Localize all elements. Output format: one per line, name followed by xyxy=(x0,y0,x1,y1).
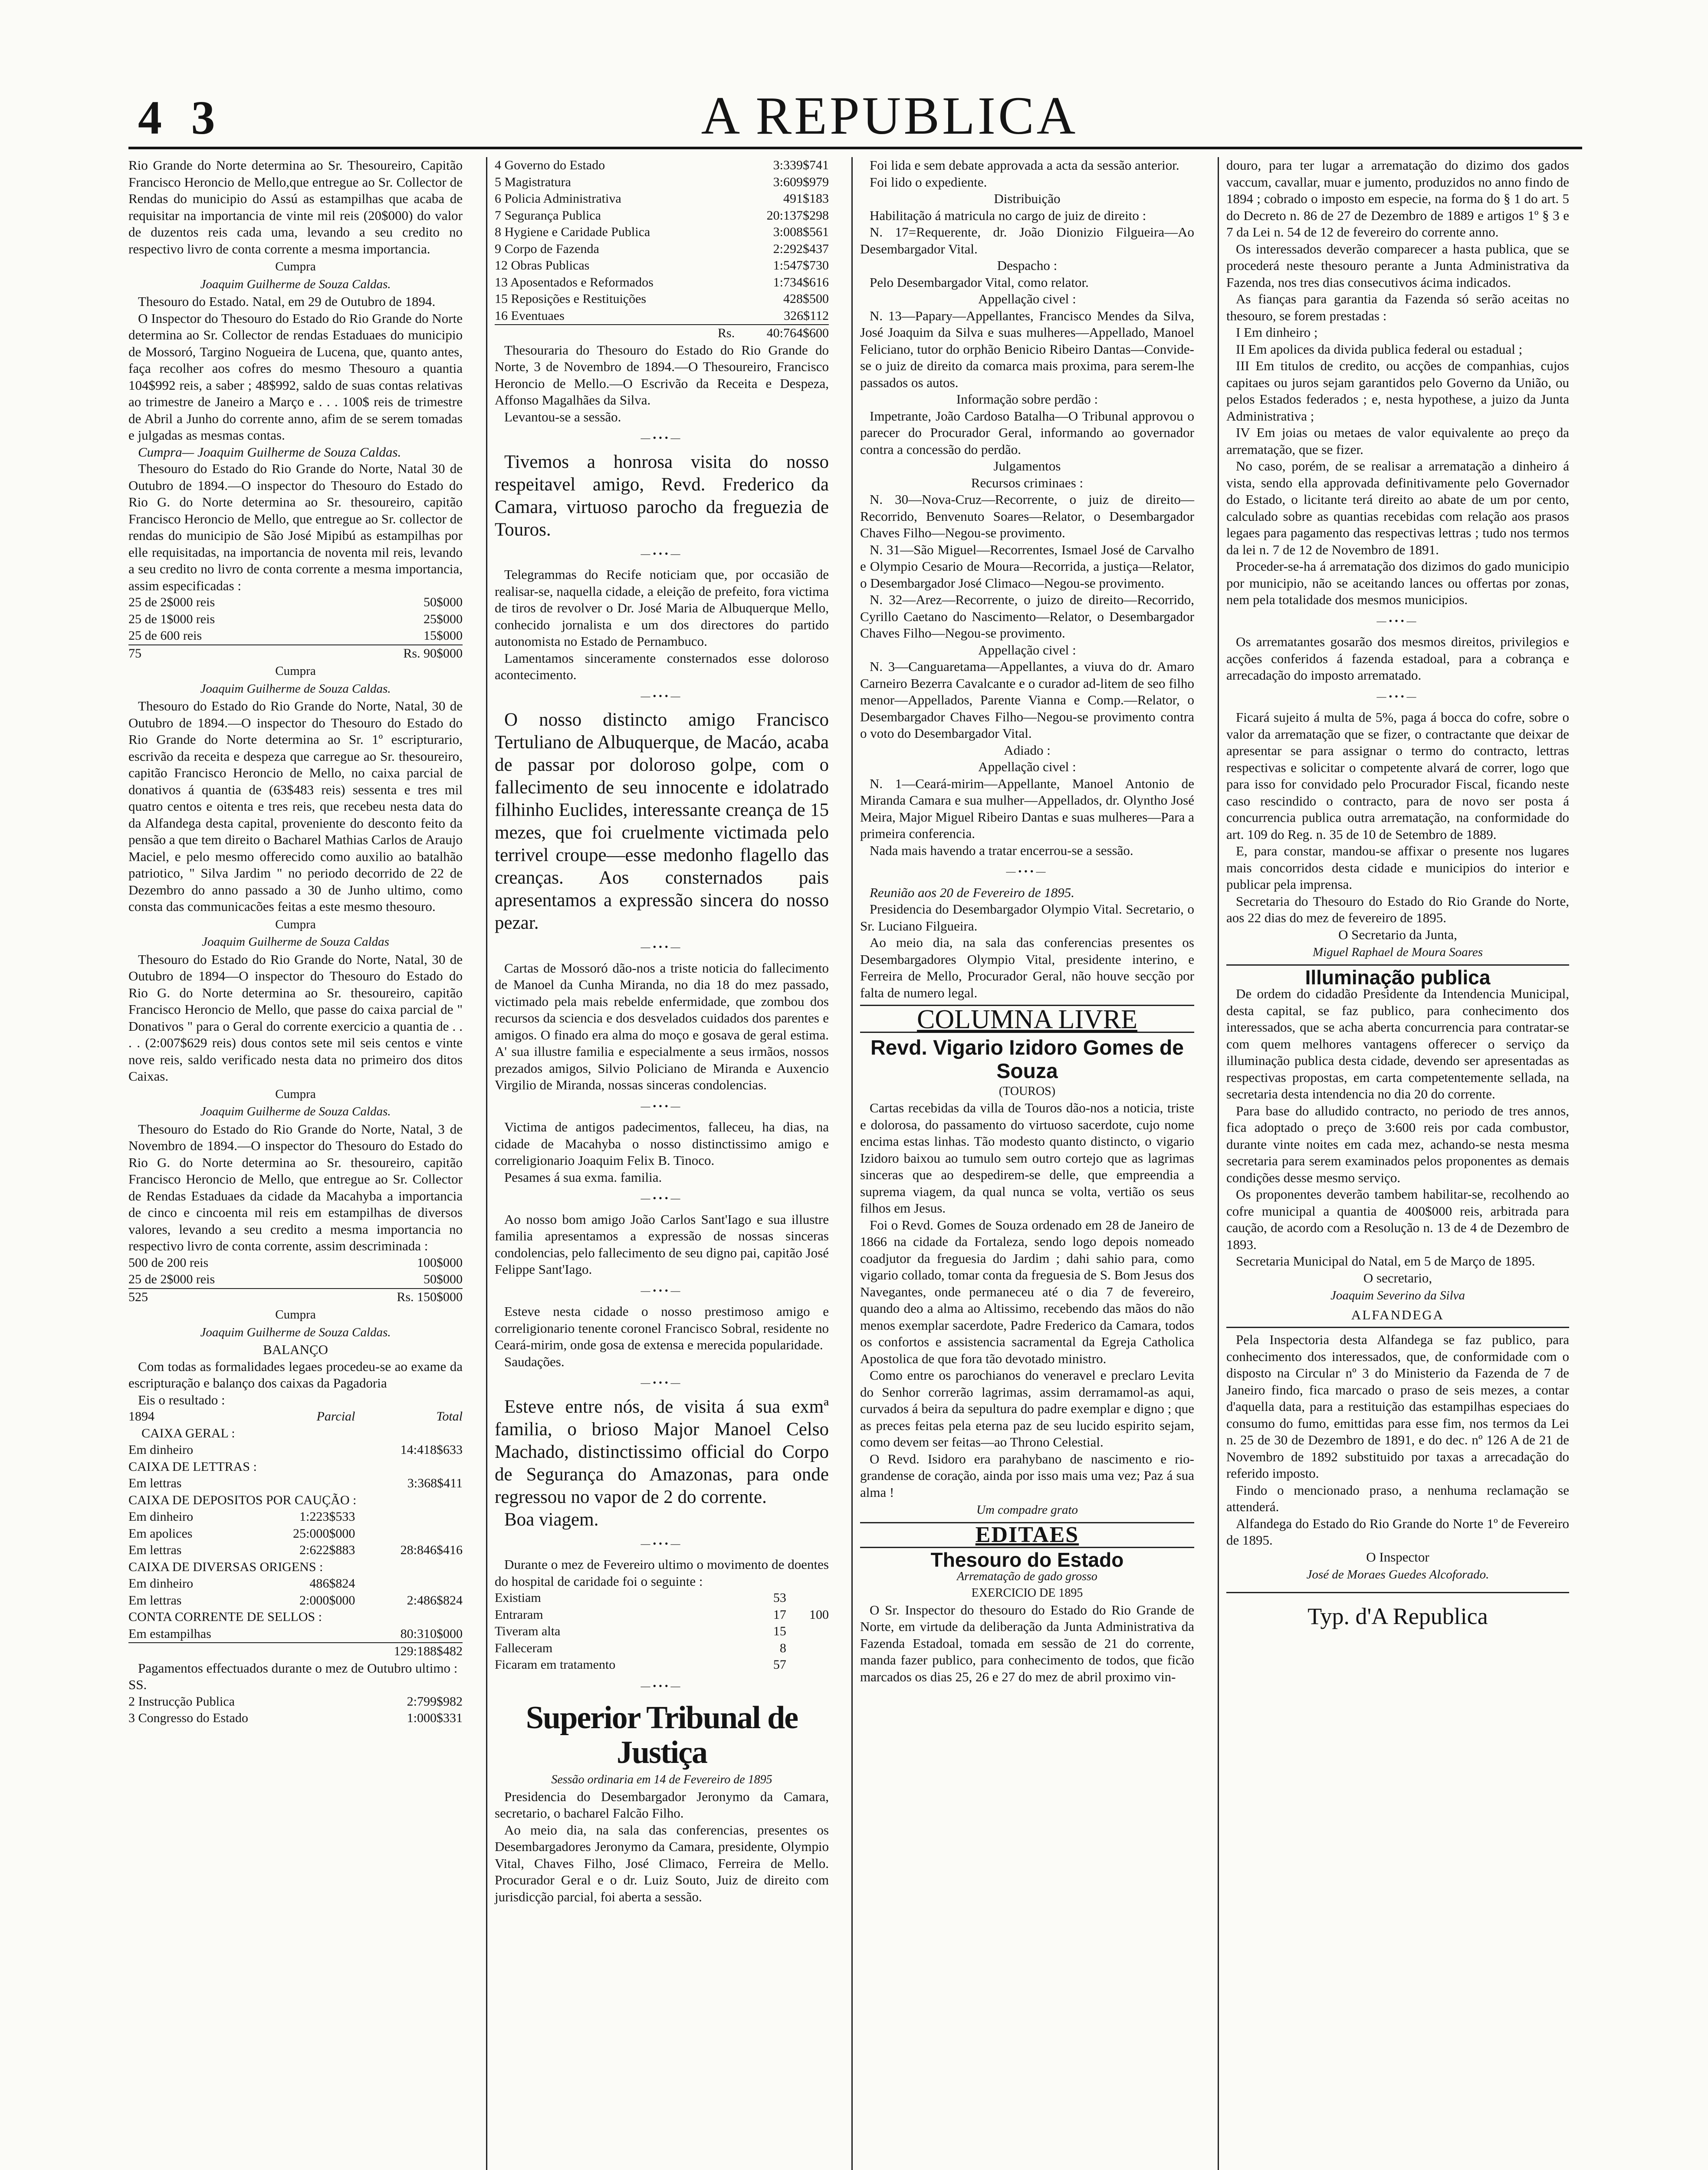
row-total xyxy=(355,1526,463,1542)
article-text: Habilitação á matricula no cargo de juiz de direito : xyxy=(870,207,1146,223)
cumpra: Cumpra xyxy=(275,664,316,678)
table-row xyxy=(128,1575,463,1592)
table-row xyxy=(495,191,829,207)
row-label: 15 Reposições e Restituições xyxy=(495,292,647,306)
article-title: ALFANDEGA xyxy=(1351,1307,1445,1322)
row-label: Em dinheiro xyxy=(128,1509,194,1524)
table-row xyxy=(128,628,463,645)
row-label: Em dinheiro xyxy=(128,1443,194,1457)
article-text: Thesouro do Estado. Natal, em 29 de Outubro de 1894. xyxy=(138,294,436,309)
row-value: 2:292$437 xyxy=(773,241,829,256)
signature: Joaquim Guilherme de Souza Caldas. xyxy=(200,1325,391,1339)
column-divider xyxy=(486,157,487,2170)
table-row xyxy=(495,224,829,241)
table-row xyxy=(495,257,829,274)
payments-table xyxy=(495,157,829,342)
article-text: N. 30—Nova-Cruz—Recorrente, o juiz de direito—Recorrido, Benvenuto Soares—Relator, o Desembargador Chaves Filho—Negou-se provimento. xyxy=(860,492,1194,540)
table-header xyxy=(128,1408,463,1425)
article-text: O nosso distincto amigo Francisco Tertuliano de Albuquerque, de Macáo, acaba de passar por doloroso golpe, com o fallecimento de seu innocente e idolatrado filhinho Euclides, interessante creança de 15 mezes, que foi cruelmente victimada pelo terrivel croupe—esse medonho flagello das creanças. Aos consternados pais apresentamos a expressão sincera do nosso pezar. xyxy=(495,710,829,933)
article-text: No caso, porém, de se realisar a arrematação a dinheiro á vista, sendo ella approvada definitivamente pelo Governador do Estado, o licitante terá direito ao abate de um por cento, calculado sobre as quantias recebidas com relação aos prasos legaes para pagamento das respectivas lettras ; tudo nos termos da lei n. 7 de 12 de Novembro de 1891. xyxy=(1226,458,1569,557)
row-total xyxy=(355,1509,463,1526)
grand-total-row xyxy=(128,1643,463,1660)
total-value: 90$000 xyxy=(424,646,463,661)
cumpra: Cumpra xyxy=(275,1308,316,1322)
row-value: 20:137$298 xyxy=(766,208,829,223)
table-total-row xyxy=(128,645,463,662)
table-total-row xyxy=(128,1289,463,1306)
total-count: 525 xyxy=(128,1289,148,1304)
row-label: Entraram xyxy=(495,1607,543,1622)
section-rule xyxy=(1226,964,1569,966)
total-value: 40:764$600 xyxy=(766,326,829,340)
table-row xyxy=(128,1442,463,1459)
article-text: Foi o Revd. Gomes de Souza ordenado em 28 de Janeiro de 1866 na cidade da Fortaleza, sendo logo depois nomeado coadjutor da freguesia do Jardim ; dahi sahio para, como vigario collado, tomar conta da freguesia de S. Bom Jesus dos Navegantes, onde permaneceu até o dia 7 de fevereiro, quando deo a alma ao Altissimo, recebendo das mãos do não menos exemplar sacerdote, Padre Frederico da Camara, todos os confortos e assistencia sacramental da Egreja Catholica Apostolica de que fora tão devotado ministro. xyxy=(860,1217,1194,1366)
row-label: 500 de 200 reis xyxy=(128,1255,209,1270)
ornament-divider: —•••— xyxy=(1376,690,1419,702)
section-heading: CAIXA DE LETTRAS : xyxy=(128,1459,257,1474)
row-total: 3:368$411 xyxy=(407,1476,463,1490)
masthead-rule xyxy=(128,147,1582,149)
payments-table xyxy=(128,1693,463,1727)
balanco-title: BALANÇO xyxy=(263,1342,328,1357)
article-text: Boa viagem. xyxy=(504,1509,599,1530)
section-heading: CAIXA DE DEPOSITOS POR CAUÇÃO : xyxy=(128,1493,357,1507)
cumpra: Cumpra xyxy=(275,917,316,931)
signature: Um compadre grato xyxy=(976,1503,1078,1517)
subheading: Appellação civel : xyxy=(978,291,1076,306)
subheading: Distribuição xyxy=(994,191,1061,206)
row-value: 100$000 xyxy=(417,1255,463,1270)
column-3 xyxy=(860,157,1194,1685)
table-row xyxy=(128,1592,463,1609)
ornament-divider: —•••— xyxy=(1376,615,1419,626)
signature: Joaquim Guilherme de Souza Caldas. xyxy=(200,277,391,291)
cumpra: Cumpra xyxy=(275,1087,316,1101)
table-row xyxy=(128,611,463,628)
article-text: O Revd. Isidoro era parahybano de nascimento e rio-grandense de coração, ainda por isso mais uma vez; Paz á sua alma ! xyxy=(860,1451,1194,1500)
row-label: 25 de 1$000 reis xyxy=(128,612,215,626)
subheading: Appellação civel : xyxy=(978,759,1076,774)
row-label: 5 Magistratura xyxy=(495,174,571,189)
row-value: 17 xyxy=(773,1607,786,1622)
row-value: 326$112 xyxy=(784,308,829,323)
row-label: 16 Eventuaes xyxy=(495,308,565,323)
ornament-divider: —•••— xyxy=(640,1377,683,1388)
article-text: Levantou-se a sessão. xyxy=(504,409,621,424)
subheading: Recursos criminaes : xyxy=(971,475,1084,490)
article-text: Thesouro do Estado do Rio Grande do Norte, Natal, 30 de Outubro de 1894—O inspector do Thesouro do Estado do Rio G. do Norte determina ao Sr. thesoureiro, capitão Francisco Heroncio de Mello, que passe do caixa parcial de " Donativos " para o Geral do corrente exercicio a quantia de . . . . (2:007$629 reis) dous contos sete mil seis centos e vinte nove reis, saldo verificado nesta data no primeiro dos ditos Caixas. xyxy=(128,951,463,1084)
article-text: Nada mais havendo a tratar encerrou-se a sessão. xyxy=(870,842,1133,858)
subheading: Adiado : xyxy=(1004,742,1051,758)
article-text: Os interessados deverão comparecer a hasta publica, que se procederá neste thesouro perante a Junta Administrativa da Fazenda, nos tres dias consecutivos ácima indicados. xyxy=(1226,241,1569,290)
row-value: 1:000$331 xyxy=(407,1711,463,1725)
row-label: Em apolices xyxy=(128,1526,193,1541)
table-row xyxy=(495,308,829,325)
table-row xyxy=(495,1623,829,1640)
table-total-row xyxy=(495,325,829,342)
article-subtitle: Arrematação de gado grosso xyxy=(957,1569,1097,1583)
article-title: Thesouro do Estado xyxy=(930,1549,1124,1571)
article-text: Thesouro do Estado do Rio Grande do Norte, Natal 30 de Outubro de 1894.—O inspector do Thesouro do Estado do Rio G. do Norte determina ao Sr. thesoureiro, capitão Francisco Heroncio de Mello, que entregue ao Sr. collector de rendas do municipio de São José Mipibú as estampilhas por elle requisitadas, na importancia de noventa mil reis, levando a seu credito no livro de conta corrente a mesma importancia, assim especificadas : xyxy=(128,461,463,593)
signature: José de Moraes Guedes Alcoforado. xyxy=(1306,1568,1489,1581)
article-text: Cartas recebidas da villa de Touros dão-nos a noticia, triste e dolorosa, do passamento do virtuoso sacerdote, cujo nome encima estas linhas. Tão modesto quanto distincto, o vigario Izidoro baixou ao tumulo sem outro cortejo que as lagrimas sinceras que ao despedirem-se delle, que empreendia a suprema viagem, da qual nunca se volta, vertião os seus filhos em Jesus. xyxy=(860,1100,1194,1216)
ornament-divider: —•••— xyxy=(640,1538,683,1549)
printer-imprint: Typ. d'A Republica xyxy=(1307,1603,1488,1629)
section-subtitle: Sessão ordinaria em 14 de Fevereiro de 1895 xyxy=(551,1773,772,1786)
table-row xyxy=(128,1542,463,1559)
article-text: Saudações. xyxy=(504,1354,565,1369)
signature: Joaquim Guilherme de Souza Caldas. xyxy=(200,1105,391,1118)
row-label: 8 Hygiene e Caridade Publica xyxy=(495,225,650,239)
section-title: Superior Tribunal de Justiça xyxy=(526,1700,798,1770)
article-text: Telegrammas do Recife noticiam que, por occasião de realisar-se, naquella cidade, a eleição de prefeito, fora victima de tiros de revolver o Dr. José Maria de Albuquerque Mello, conhecido jornalista e um dos directores do partido autonomista no Estado de Pernambuco. xyxy=(495,567,829,649)
signature: Joaquim Severino da Silva xyxy=(1330,1289,1465,1302)
article-text: N. 3—Canguaretama—Appellantes, a viuva do dr. Amaro Carneiro Bezerra Cavalcante e o curador ad-litem de seo filho menor—Appellados, Parente Vianna e Comp.—Relator, o Desembargador Chaves Filho—Negou-se provimento contra o voto do Desembargador Vital. xyxy=(860,659,1194,741)
article-text: Presidencia do Desembargador Olympio Vital. Secretario, o Sr. Luciano Filgueira. xyxy=(860,901,1194,934)
row-label: Em estampilhas xyxy=(128,1626,211,1641)
article-text: Pesames á sua exma. familia. xyxy=(504,1169,662,1185)
table-row xyxy=(128,1710,463,1727)
section-title: COLUMNA LIVRE xyxy=(916,1005,1138,1034)
article-text: Impetrante, João Cardoso Batalha—O Tribunal approvou o parecer do Procurador Geral, informando ao governador contra a concessão do perdão. xyxy=(860,408,1194,457)
grand-total: 129:188$482 xyxy=(394,1644,463,1658)
table-row xyxy=(495,1607,829,1624)
currency: Rs. xyxy=(397,1289,414,1304)
balance-table xyxy=(128,1408,463,1660)
article-text: Lamentamos sinceramente consternados esse doloroso acontecimento. xyxy=(495,650,829,682)
article-text: Thesouraria do Thesouro do Estado do Rio Grande do Norte, 3 de Novembro de 1894.—O Thesoureiro, Francisco Heroncio de Mello.—O Escrivão da Receita e Despeza, Affonso Magalhães da Silva. xyxy=(495,342,829,408)
article-text: II Em apolices da divida publica federal ou estadual ; xyxy=(1236,341,1523,357)
ornament-divider: —•••— xyxy=(640,1193,683,1203)
row-value: 57 xyxy=(773,1657,786,1672)
currency: Rs. xyxy=(403,646,420,661)
section-heading: CAIXA DE DIVERSAS ORIGENS : xyxy=(128,1559,323,1574)
article-text: I Em dinheiro ; xyxy=(1236,325,1318,340)
ornament-divider: —•••— xyxy=(640,1100,683,1111)
row-label: 13 Aposentados e Reformados xyxy=(495,275,654,289)
table-row xyxy=(495,157,829,174)
row-label: 25 de 2$000 reis xyxy=(128,1272,215,1286)
section-rule xyxy=(1226,1327,1569,1328)
article-text: Pela Inspectoria desta Alfandega se faz publico, para conhecimento dos interessados, que, de conformidade com o disposto na Circular nº 3 do Ministerio da Fazenda de 7 de Janeiro findo, fica marcado o praso de seis mezes, a contar d'aquella data, para a restituição das estampilhas especiaes do consumo do fumo, emittidas para esse fim, nos termos da Lei n. 25 de 30 de Dezembro de 1891, e do dec. nº 126 A de 21 de Novembro de 1892 substituido por taxas a arrecadação do referido imposto. xyxy=(1226,1332,1569,1481)
row-label: 4 Governo do Estado xyxy=(495,158,605,172)
article-text: Esteve nesta cidade o nosso prestimoso amigo e correligionario tenente coronel Francisco Sobral, residente no Ceará-mirim, onde gosa de extensa e merecida popularidade. xyxy=(495,1304,829,1352)
signature: Cumpra— Joaquim Guilherme de Souza Caldas. xyxy=(138,444,401,460)
subheading: Informação sobre perdão : xyxy=(956,391,1098,407)
article-text: Cartas de Mossoró dão-nos a triste noticia do fallecimento de Manoel da Cunha Miranda, no dia 18 do mez passado, victimado pela mais rebelde enfermidade, que zombou dos recursos da sciencia e dos desvelados cuidados dos parentes e amigos. O finado era alma do moço e gosava de geral estima. A' sua illustre familia e especialmente a seus irmãos, nossos prezados amigos, Silvio Policiano de Miranda e Auxencio Virgilio de Miranda, nossas sinceras condolencias. xyxy=(495,960,829,1092)
article-text: Como entre os parochianos do veneravel e preclaro Levita do Senhor correrão lagrimas, assim derramamol-as aqui, curvados á beira da sepultura do padre exemplar e digno ; que as preces feitas pela eterna paz de seu lucido espirito sejam, como devem ser feitas—ao Throno Celestial. xyxy=(860,1368,1194,1450)
article-text: N. 1—Ceará-mirim—Appellante, Manoel Antonio de Miranda Camara e sua mulher—Appellados, dr. Olyntho José Meira, Major Miguel Ribeiro Dantas e suas mulheres—Para a primeira conferencia. xyxy=(860,776,1194,841)
article-text: Ao meio dia, na sala das conferencias, presentes os Desembargadores Jeronymo da Camara, presidente, Olympio Vital, Chaves Filho, José Climaco, Ferreira de Mello. Procurador Geral e o dr. Luiz Souto, Juiz de direito com jurisdicção parcial, foi aberta a sessão. xyxy=(495,1822,829,1904)
ornament-divider: —•••— xyxy=(640,548,683,559)
article-text: Com todas as formalidades legaes procedeu-se ao exame da escripturação e balanço dos caixas da Pagadoria xyxy=(128,1358,463,1391)
stamp-table xyxy=(128,1255,463,1306)
table-row xyxy=(128,1626,463,1643)
article-title: Revd. Vigario Izidoro Gomes de Souza xyxy=(870,1036,1184,1083)
table-row xyxy=(495,207,829,224)
row-value: 8 xyxy=(779,1641,786,1655)
ss-label: SS. xyxy=(128,1677,147,1692)
article-subtitle: EXERCICIO DE 1895 xyxy=(971,1586,1083,1600)
stamp-table xyxy=(128,594,463,662)
row-label: 25 de 2$000 reis xyxy=(128,595,215,609)
article-text: Tivemos a honrosa visita do nosso respeitavel amigo, Revd. Frederico da Camara, virtuoso parocho da freguezia de Touros. xyxy=(495,451,829,540)
table-row xyxy=(495,1640,829,1657)
article-text: IV Em joias ou metaes de valor equivalente ao preço da arrematação, que se fizer. xyxy=(1226,425,1569,457)
article-text: Ao nosso bom amigo João Carlos Sant'Iago e sua illustre familia apresentamos a expressão de nossas sinceras condolencias, pelo fallecimento de seu digno pai, capitão José Felippe Sant'Iago. xyxy=(495,1211,829,1277)
article-text: E, para constar, mandou-se affixar o presente nos lugares mais concorridos desta cidade e municipios do interior e publicar pela imprensa. xyxy=(1226,843,1569,892)
row-total: 2:486$824 xyxy=(407,1593,463,1608)
row-label: 7 Segurança Publica xyxy=(495,208,601,223)
ornament-divider: —•••— xyxy=(640,1680,683,1691)
article-text: De ordem do cidadão Presidente da Intendencia Municipal, desta capital, se faz publico, para conhecimento dos interessados, que se acha aberta concurrencia para contratar-se com quem melhores vantagens offerecer o serviço da illuminação publica desta cidade, devendo ser apresentadas as respectivas propostas, em carta competentemente sellada, na secretaria desta intendencia no dia 20 do corrente. xyxy=(1226,986,1569,1101)
table-row xyxy=(495,1590,829,1607)
article-text: douro, para ter lugar a arrematação do dizimo dos gados vaccum, cavallar, muar e jumento, produzidos no anno findo de 1894 ; cobrado o imposto em especie, na forma do § 1 do art. 5 do Decreto n. 86 de 27 de Dezembro de 1889 e artigos 1º § 3 e 7 da Lei n. 54 de 12 de fevereiro do corrente anno. xyxy=(1226,158,1569,240)
row-label: 9 Corpo de Fazenda xyxy=(495,241,599,256)
total-count: 75 xyxy=(128,646,141,661)
ornament-divider: —•••— xyxy=(1006,866,1048,877)
row-label: 2 Instrucção Publica xyxy=(128,1694,235,1709)
article-text: Findo o mencionado praso, a nenhuma reclamação se attenderá. xyxy=(1226,1482,1569,1514)
closing-line: O Secretario da Junta, xyxy=(1338,927,1457,942)
row-parcial: 1:223$533 xyxy=(299,1509,355,1524)
article-text: Foi lido o expediente. xyxy=(870,174,987,190)
newspaper-title: A REPUBLICA xyxy=(701,86,1078,145)
row-parcial: 2:000$000 xyxy=(299,1593,355,1608)
row-parcial: 2:622$883 xyxy=(299,1543,355,1557)
signature: Joaquim Guilherme de Souza Caldas. xyxy=(200,681,391,696)
article-text: Victima de antigos padecimentos, falleceu, ha dias, na cidade de Macahyba o nosso distinctissimo amigo e correligionario Joaquim Felix B. Tinoco. xyxy=(495,1119,829,1168)
table-row xyxy=(128,1255,463,1272)
row-label: Falleceram xyxy=(495,1641,553,1655)
column-2 xyxy=(495,157,829,1905)
table-row xyxy=(128,1271,463,1289)
section-heading: CONTA CORRENTE DE SELLOS : xyxy=(128,1610,322,1624)
article-text: Foi lida e sem debate approvada a acta da sessão anterior. xyxy=(870,158,1179,173)
table-row xyxy=(495,274,829,291)
row-label: Em lettras xyxy=(128,1543,182,1557)
table-row xyxy=(495,241,829,258)
row-value: 15 xyxy=(773,1624,786,1638)
article-text: Durante o mez de Fevereiro ultimo o movimento de doentes do hospital de caridade foi o seguinte : xyxy=(495,1557,829,1589)
column-1 xyxy=(128,157,463,1727)
signature: Miguel Raphael de Moura Soares xyxy=(1313,945,1483,959)
subheading: Despacho : xyxy=(997,258,1058,273)
article-place: (TOUROS) xyxy=(999,1084,1056,1098)
row-label: Em lettras xyxy=(128,1593,182,1608)
col-parcial: Parcial xyxy=(316,1409,355,1424)
article-text: N. 31—São Miguel—Recorrentes, Ismael José de Carvalho e Olympio Cesario de Moura—Recorrida, a justiça—Relator, o Desembargador José Climaco—Negou-se provimento. xyxy=(860,542,1194,591)
table-row xyxy=(128,1693,463,1710)
row-label: 12 Obras Publicas xyxy=(495,258,590,273)
row-value: 3:609$979 xyxy=(773,174,829,189)
section-heading: CAIXA GERAL : xyxy=(141,1426,235,1440)
article-title: Illuminação publica xyxy=(1305,966,1491,989)
row-value: 53 xyxy=(773,1591,786,1605)
col-total: Total xyxy=(436,1409,463,1424)
table-row xyxy=(495,1657,829,1674)
article-text: Os proponentes deverão tambem habilitar-se, recolhendo ao cofre municipal a quantia de 400$000 reis, arbitrada para caução, de acordo com a Resolução n. 13 de 4 de Dezembro de 1893. xyxy=(1226,1187,1569,1252)
row-value: 3:008$561 xyxy=(773,225,829,239)
row-value: 15$000 xyxy=(424,628,463,643)
table-row xyxy=(128,1526,463,1542)
column-divider xyxy=(1218,157,1219,2170)
row-value: 50$000 xyxy=(424,595,463,609)
article-text: As fianças para garantia da Fazenda só serão aceitas no thesouro, se forem prestadas : xyxy=(1226,291,1569,323)
article-text: Secretaria Municipal do Natal, em 5 de Março de 1895. xyxy=(1236,1253,1535,1269)
row-value: 2:799$982 xyxy=(407,1694,463,1709)
row-label: Em dinheiro xyxy=(128,1576,194,1591)
column-4 xyxy=(1226,157,1569,1629)
article-text: Esteve entre nós, de visita á sua exmª familia, o brioso Major Manoel Celso Machado, distinctissimo official do Corpo de Segurança do Amazonas, para onde regressou no vapor de 2 do corrente. xyxy=(495,1396,829,1507)
article-text: Reunião aos 20 de Fevereiro de 1895. xyxy=(870,884,1075,900)
side-total: 100 xyxy=(809,1607,829,1622)
column-divider xyxy=(851,157,853,2170)
row-total xyxy=(355,1575,463,1592)
row-label: Ficaram em tratamento xyxy=(495,1657,616,1672)
row-parcial: 25:000$000 xyxy=(293,1526,355,1541)
article-text: Rio Grande do Norte determina ao Sr. Thesoureiro, Capitão Francisco Heroncio de Mello,que entregue ao Sr. Collector de Rendas do municipio do Assú as estampilhas que acaba de requisitar na importancia de vinte mil reis (20$000) do valor de duzentos reis cada uma, levando a seu credito no respectivo livro de conta corrente a mesma importancia. xyxy=(128,158,463,256)
signature: Joaquim Guilherme de Souza Caldas xyxy=(202,935,389,949)
row-total: 28:846$416 xyxy=(400,1543,463,1557)
row-label: 6 Policia Administrativa xyxy=(495,191,621,206)
article-text: Presidencia do Desembargador Jeronymo da Camara, secretario, o bacharel Falcão Filho. xyxy=(495,1789,829,1821)
article-text: Eis o resultado : xyxy=(138,1392,225,1407)
row-label: 3 Congresso do Estado xyxy=(128,1711,248,1725)
article-text: Proceder-se-ha á arrematação dos dizimos do gado municipio por municipio, não se aceitando lances ou offertas por zonas, nem pela totalidade dos mesmos municipios. xyxy=(1226,559,1569,607)
hospital-table xyxy=(495,1590,829,1674)
table-row xyxy=(128,594,463,611)
ornament-divider: —•••— xyxy=(640,1285,683,1296)
closing-line: O Inspector xyxy=(1366,1549,1429,1565)
article-text: Para base do alludido contracto, no periodo de tres annos, fica adoptado o preço de 3:600 reis por cada combustor, durante vinte noites em cada mez, achando-se nesta mesma secretaria para serem examinados pelos proponentes as demais condições desse mesmo serviço. xyxy=(1226,1103,1569,1185)
row-parcial: 486$824 xyxy=(309,1576,355,1591)
row-value: 3:339$741 xyxy=(773,158,829,172)
row-value: 1:734$616 xyxy=(773,275,829,289)
row-label: Existiam xyxy=(495,1591,541,1605)
table-row xyxy=(495,174,829,191)
table-row xyxy=(128,1475,463,1492)
cumpra: Cumpra xyxy=(275,260,316,273)
ornament-divider: —•••— xyxy=(640,690,683,701)
article-text: Pagamentos effectuados durante o mez de Outubro ultimo : xyxy=(138,1660,458,1676)
article-text: Alfandega do Estado do Rio Grande do Norte 1º de Fevereiro de 1895. xyxy=(1226,1516,1569,1548)
table-row xyxy=(495,291,829,308)
row-total: 80:310$000 xyxy=(400,1626,463,1641)
page-number: 4 3 xyxy=(138,91,224,144)
row-label: 25 de 600 reis xyxy=(128,628,202,643)
article-text: O Inspector do Thesouro do Estado do Rio Grande do Norte determina ao Sr. Collector de rendas Estaduaes do municipio de Mossoró, Targino Nogueira de Lucena, que, quanto antes, faça recolher aos cofres do mesmo Thesouro a quantia 104$992 reis, a saber ; 48$992, saldo de suas contas relativas ao trimestre de Janeiro a Março e . . . 100$ reis de trimestre de Abril a Junho do corrente anno, afim de se serem tomadas e julgadas as mesmas contas. xyxy=(128,310,463,443)
ornament-divider: —•••— xyxy=(640,941,683,952)
article-text: Ficará sujeito á multa de 5%, paga á bocca do cofre, sobre o valor da arrematação que se fizer, o contractante que deixar de apresentar se para assignar o termo do contracto, lettras respectivas e solicitar o competente alvará de correr, logo que para isso for convidado pelo Procurador Fiscal, ficando neste caso rescindido o contracto, para de novo ser posta á concurrencia publica outra arrematação, na conformidade do art. 109 do Reg. n. 35 de 10 de Setembro de 1889. xyxy=(1226,710,1569,842)
total-value: 150$000 xyxy=(417,1289,463,1304)
section-rule xyxy=(1226,1592,1569,1593)
row-value: 428$500 xyxy=(783,292,829,306)
row-value: 50$000 xyxy=(424,1272,463,1286)
row-value: 25$000 xyxy=(424,612,463,626)
article-text: Pelo Desembargador Vital, como relator. xyxy=(870,274,1089,290)
closing-line: O secretario, xyxy=(1363,1270,1432,1286)
row-label: Tiveram alta xyxy=(495,1624,561,1638)
table-row xyxy=(128,1509,463,1526)
article-text: N. 17=Requerente, dr. João Dionizio Filgueira—Ao Desembargador Vital. xyxy=(860,224,1194,256)
article-text: N. 32—Arez—Recorrente, o juizo de direito—Recorrido, Cyrillo Caetano do Nascimento—Relator, o Desembargador Chaves Filho—Negou-se provimento. xyxy=(860,592,1194,641)
subheading: Julgamentos xyxy=(993,458,1061,473)
row-value: 1:547$730 xyxy=(773,258,829,273)
row-label: Em lettras xyxy=(128,1476,182,1490)
row-total: 14:418$633 xyxy=(400,1443,463,1457)
ornament-divider: —•••— xyxy=(640,432,683,443)
subheading: Appellação civel : xyxy=(978,642,1076,658)
article-text: Thesouro do Estado do Rio Grande do Norte, Natal, 3 de Novembro de 1894.—O inspector do Thesouro do Estado do Rio G. do Norte determina ao Sr. thesoureiro, capitão Francisco Heroncio de Mello, que entregue ao Sr. Collector de Rendas Estaduaes da cidade da Macahyba a importancia de cinco e cincoenta mil reis em estampilhas de diversos valores, levando a seu credito a mesma importancia no respectivo livro de conta corrente, assim descriminada : xyxy=(128,1121,463,1253)
article-text: Secretaria do Thesouro do Estado do Rio Grande do Norte, aos 22 dias do mez de fevereiro de 1895. xyxy=(1226,893,1569,925)
section-title: EDITAES xyxy=(975,1522,1079,1547)
article-text: Ao meio dia, na sala das conferencias presentes os Desembargadores Olympio Vital, presidente interino, e Ferreira de Mello, Procurador Geral, não houve secção por falta de numero legal. xyxy=(860,935,1194,1000)
currency: Rs. xyxy=(718,326,735,340)
article-text: N. 13—Papary—Appellantes, Francisco Mendes da Silva, José Joaquim da Silva e suas mulheres—Appellado, Manoel Feliciano, tutor do orphão Benicio Ribeiro Dantas—Convide-se o juiz de direito da comarca mais proxima, para serem-lhe passados os autos. xyxy=(860,308,1194,390)
article-text: III Em titulos de credito, ou acções de companhias, cujos capitaes ou juros sejam garantidos pelo Governo da União, ou pelos Estados federados ; e, nesta hypothese, a juizo da Junta Administrativa ; xyxy=(1226,358,1569,424)
year: 1894 xyxy=(128,1409,154,1424)
row-value: 491$183 xyxy=(783,191,829,206)
article-text: O Sr. Inspector do thesouro do Estado do Rio Grande de Norte, em virtude da deliberação da Junta Administrativa da Fazenda Estadoal, tomada em sessão de 21 do corrente, manda fazer publico, para conhecimento de todos, que ficão marcados os dias 25, 26 e 27 do mez de abril proximo vin- xyxy=(860,1602,1194,1684)
article-text: Thesouro do Estado do Rio Grande do Norte, Natal, 30 de Outubro de 1894.—O inspector do Thesouro do Estado do Rio Grande do Norte determina ao Sr. 1º escripturario, escrivão da receita e despeza que carregue ao Sr. thesoureiro, capitão Francisco Heroncio de Mello, no caixa parcial de donativos á quantia de (63$483 reis) sessenta e tres mil quatro centos e oitenta e tres reis, que recebeu nesta data do da Alfandega desta capital, proveniente do desconto feito da pensão a que tem direito o Bacharel Mathias Carlos de Araujo Maciel, e pelo mesmo offerecido como auxilio ao batalhão patriotico, " Silva Jardim " no periodo decorrido de 22 de Dezembro do anno passado a 30 de Junho ultimo, como consta das communicacões feitas a este mesmo thesouro. xyxy=(128,698,463,914)
article-text: Os arrematantes gosarão dos mesmos direitos, privilegios e acções conferidos á fazenda estadoal, para a cobrança e arrecadação do imposto arrematado. xyxy=(1226,634,1569,683)
